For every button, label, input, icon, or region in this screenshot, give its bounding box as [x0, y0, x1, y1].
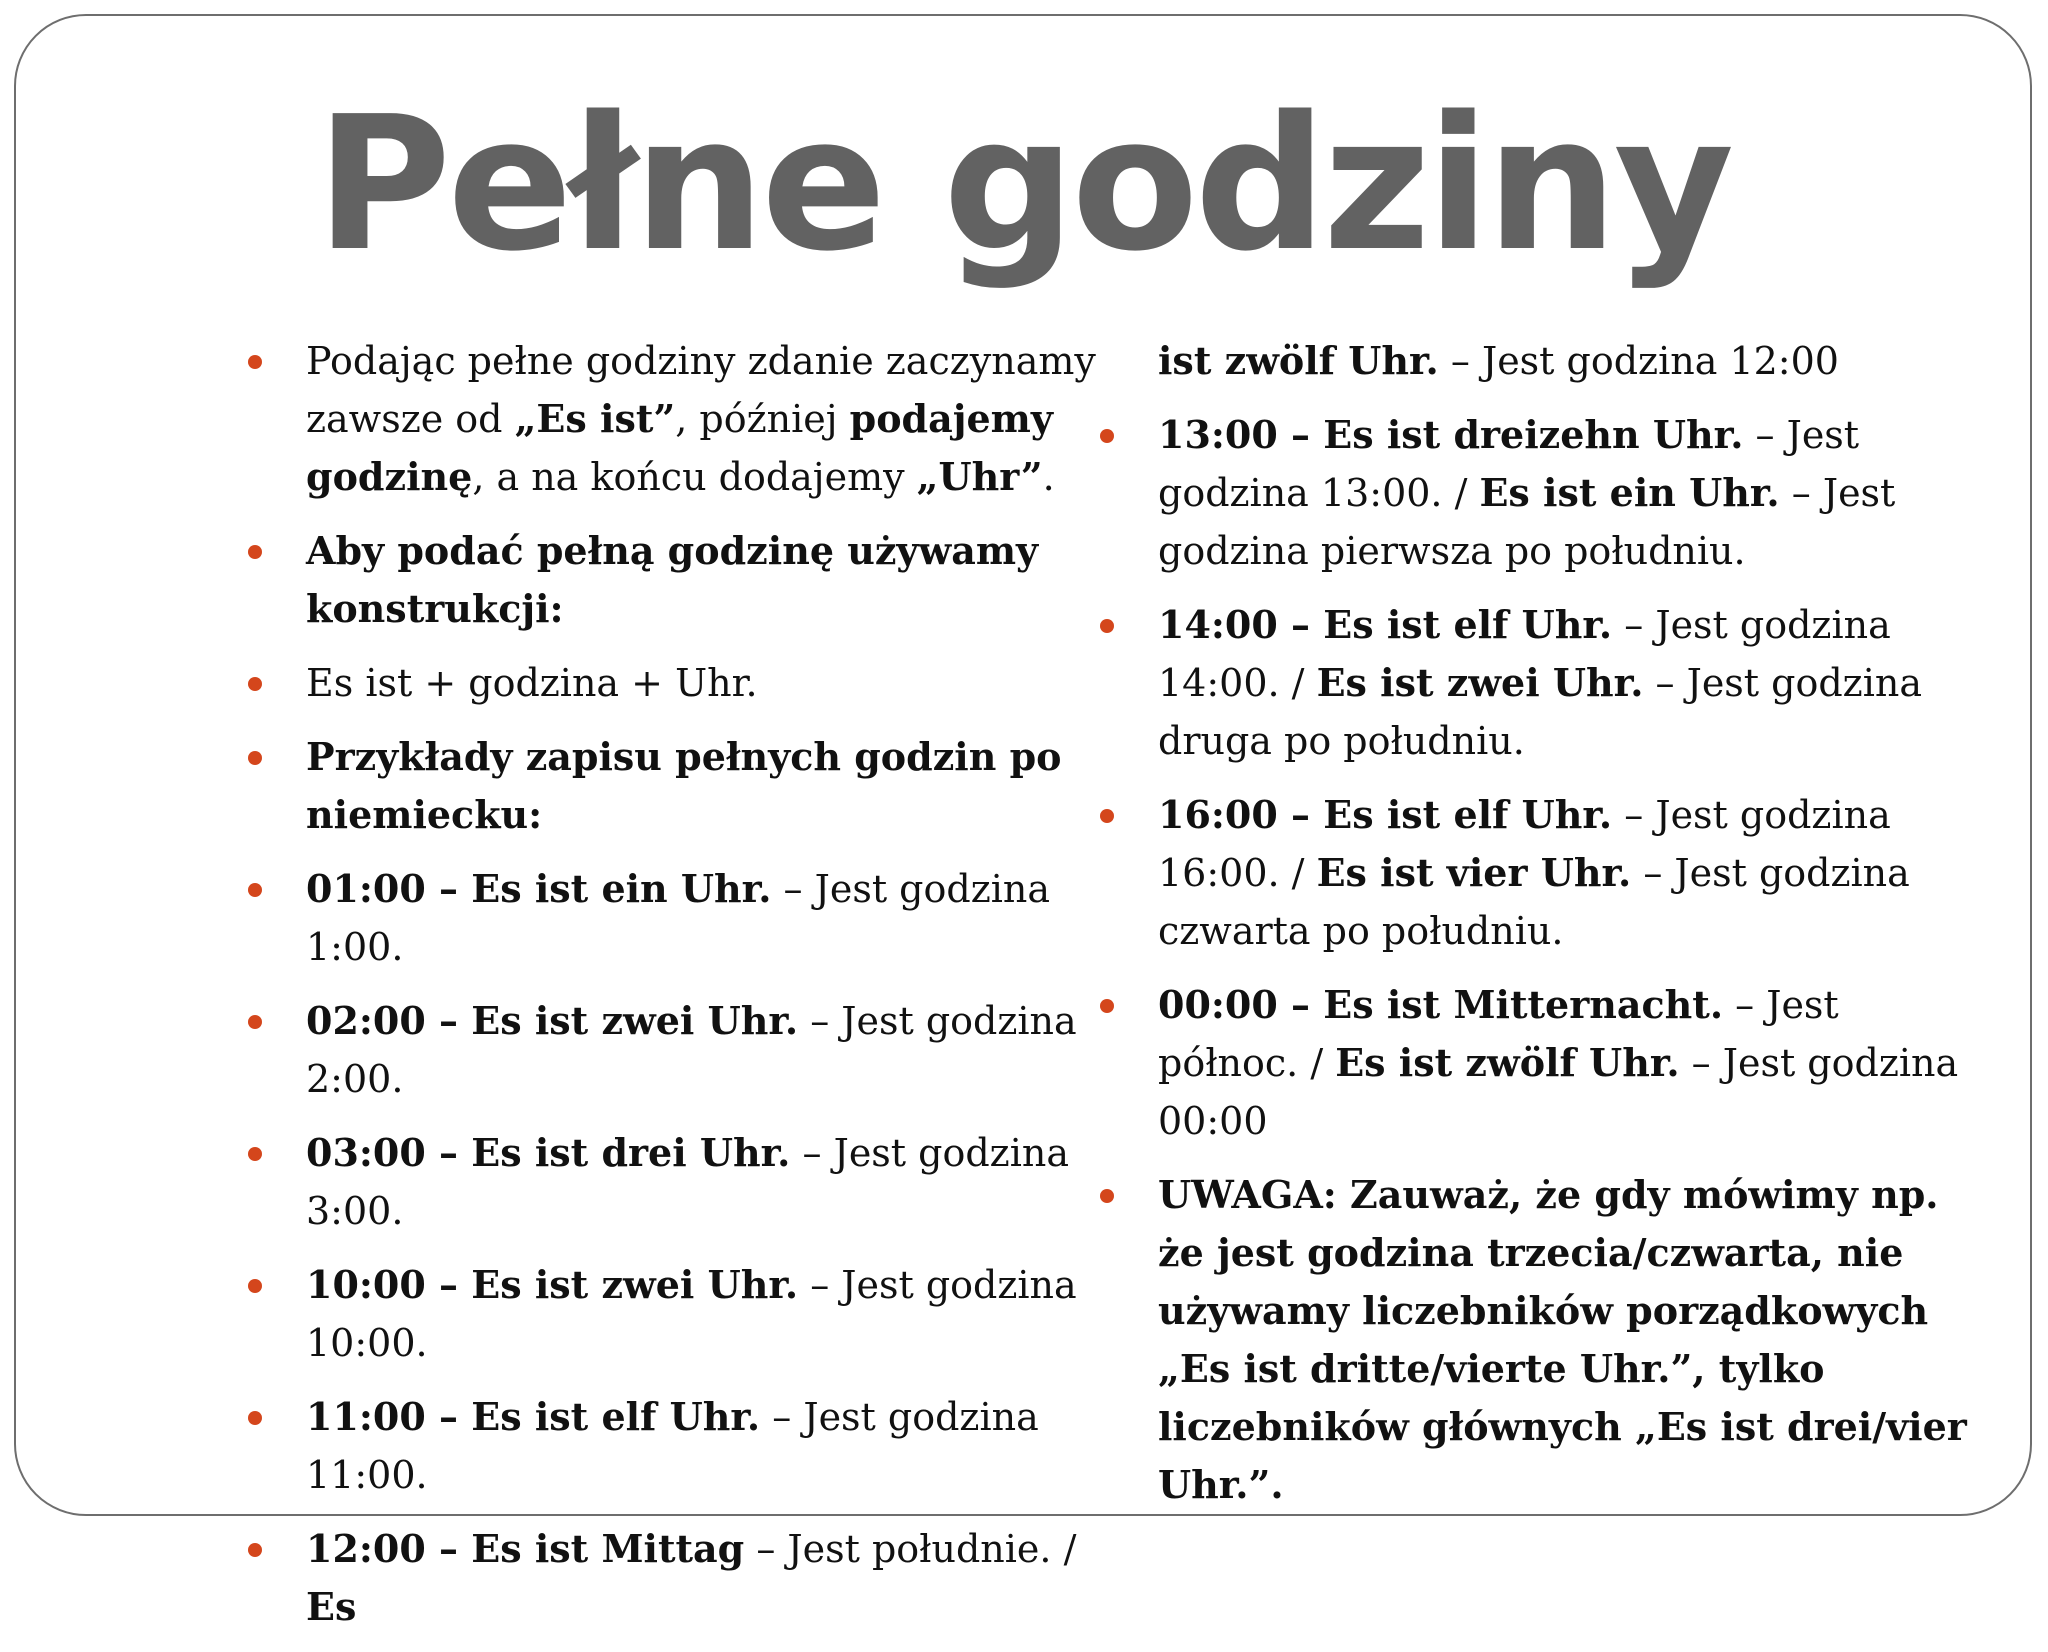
bullet-dot-icon: [248, 1147, 262, 1161]
bullet-item: [236, 992, 1116, 1108]
item-text: Es ist + godzina + Uhr.: [306, 661, 758, 705]
item-bold: 01:00 – Es ist ein Uhr.: [306, 866, 772, 911]
bullet-item: [236, 332, 1116, 506]
bullet-dot-icon: [248, 545, 262, 559]
item-text: – Jest godzina 1:00.: [306, 867, 1051, 969]
bullet-item: [236, 860, 1116, 976]
bullet-item: [1088, 1166, 1988, 1514]
bullet-item: [236, 654, 1116, 712]
item-text: – Jest godzina 14:00. /: [1158, 603, 1891, 705]
bullet-item: [236, 728, 1116, 844]
bullet-dot-icon: [248, 1543, 262, 1557]
bullet-item: [1088, 596, 1988, 770]
bullet-dot-icon: [1100, 619, 1114, 633]
item-bold: 13:00 – Es ist dreizehn Uhr.: [1158, 412, 1744, 457]
item-bold: 16:00 – Es ist elf Uhr.: [1158, 792, 1613, 837]
item-bold: Es ist zwei Uhr.: [1316, 660, 1644, 705]
item-bold: UWAGA: Zauważ, że gdy mówimy np. że jest godzina trzecia/czwarta, nie używamy liczebników porządkowych „Es ist dritte/vierte Uhr.”, tylko liczebników głównych „Es ist drei/vier Uhr.”.: [1158, 1172, 1967, 1507]
bullet-dot-icon: [248, 751, 262, 765]
item-bold: 10:00 – Es ist zwei Uhr.: [306, 1262, 799, 1307]
item-bold: Es ist zwölf Uhr.: [1335, 1040, 1680, 1085]
item-bold: 03:00 – Es ist drei Uhr.: [306, 1130, 791, 1175]
item-text: Podając pełne godziny zdanie zaczynamy zawsze od: [306, 339, 1096, 441]
bullet-item: [1088, 406, 1988, 580]
item-text: – Jest godzina 12:00: [1438, 339, 1839, 383]
item-bold: Aby podać pełną godzinę używamy konstrukcji:: [306, 528, 1039, 631]
right-column: [1088, 332, 1988, 1530]
item-bold: „Es ist”: [514, 396, 676, 441]
item-text: – Jest godzina czwarta po południu.: [1158, 851, 1910, 953]
item-bold: Es ist vier Uhr.: [1316, 850, 1632, 895]
bullet-item: [236, 1388, 1116, 1504]
item-text: , a na końcu dodajemy: [472, 455, 917, 499]
bullet-dot-icon: [1100, 429, 1114, 443]
item-text: – Jest godzina 2:00.: [306, 999, 1077, 1101]
slide-frame: [14, 14, 2032, 1629]
bullet-dot-icon: [248, 1279, 262, 1293]
bullet-item: [1088, 786, 1988, 960]
bullet-dot-icon: [248, 355, 262, 369]
bullet-dot-icon: [1100, 809, 1114, 823]
item-text: – Jest godzina 11:00.: [306, 1395, 1039, 1497]
continued-text: [1088, 332, 1988, 390]
bullet-dot-icon: [248, 1015, 262, 1029]
item-bold: Es: [306, 1584, 357, 1629]
bullet-item: [236, 522, 1116, 638]
item-text: – Jest godzina 10:00.: [306, 1263, 1077, 1365]
item-bold: Es ist ein Uhr.: [1479, 470, 1780, 515]
bullet-item: [236, 1256, 1116, 1372]
item-text: – Jest godzina pierwsza po południu.: [1158, 471, 1896, 573]
bullet-dot-icon: [248, 883, 262, 897]
bullet-item: [236, 1124, 1116, 1240]
bullet-item: [236, 1520, 1116, 1636]
item-text: – Jest południe. /: [744, 1527, 1077, 1571]
bullet-item: [1088, 976, 1988, 1150]
item-bold: 14:00 – Es ist elf Uhr.: [1158, 602, 1613, 647]
slide-title: Pełne godziny: [315, 76, 1731, 292]
item-text: , później: [675, 397, 850, 441]
item-bold: podajemy godzinę: [306, 396, 1053, 499]
item-bold: 12:00 – Es ist Mittag: [306, 1526, 745, 1571]
item-bold: Przykłady zapisu pełnych godzin po niemiecku:: [306, 734, 1062, 837]
item-text: – Jest godzina 13:00. /: [1158, 413, 1860, 515]
item-bold: „Uhr”: [916, 454, 1043, 499]
item-bold: 02:00 – Es ist zwei Uhr.: [306, 998, 799, 1043]
item-text: – Jest godzina 3:00.: [306, 1131, 1069, 1233]
bullet-dot-icon: [1100, 1189, 1114, 1203]
bullet-dot-icon: [248, 677, 262, 691]
left-column: [236, 332, 1116, 1652]
item-text: – Jest godzina 00:00: [1158, 1041, 1959, 1143]
item-text: – Jest północ. /: [1158, 983, 1839, 1085]
item-bold: 00:00 – Es ist Mitternacht.: [1158, 982, 1724, 1027]
item-text: .: [1042, 455, 1055, 499]
item-bold: ist zwölf Uhr.: [1158, 338, 1439, 383]
bullet-dot-icon: [1100, 999, 1114, 1013]
item-text: – Jest godzina druga po południu.: [1158, 661, 1922, 763]
item-text: – Jest godzina 16:00. /: [1158, 793, 1891, 895]
bullet-dot-icon: [248, 1411, 262, 1425]
item-bold: 11:00 – Es ist elf Uhr.: [306, 1394, 761, 1439]
